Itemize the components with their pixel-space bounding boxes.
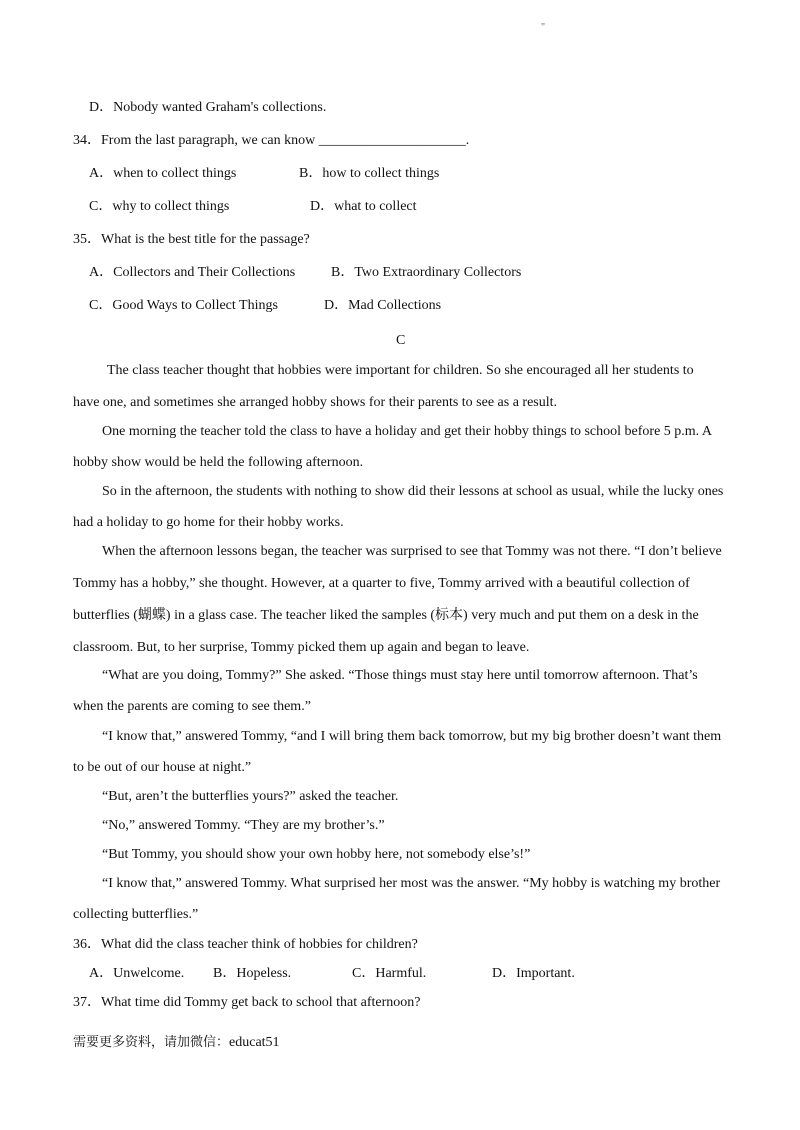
- footer-wechat-id: educat51: [229, 1035, 280, 1050]
- passage-line: when the parents are coming to see them.”: [73, 699, 311, 714]
- passage-line: collecting butterflies.”: [73, 907, 199, 922]
- top-mark: ": [541, 22, 546, 33]
- passage-line: So in the afternoon, the students with nothing to show did their lessons at school as usual, while the lucky ones: [102, 484, 724, 499]
- passage-line: butterflies (蝴蝶) in a glass case. The teacher liked the samples (标本) very much and put them on a desk in the: [73, 608, 699, 623]
- passage-line: “No,” answered Tommy. “They are my brother’s.”: [102, 818, 385, 833]
- passage-line: “What are you doing, Tommy?” She asked. “Those things must stay here until tomorrow afternoon. That’s: [102, 668, 698, 683]
- passage-line: “But, aren’t the butterflies yours?” asked the teacher.: [102, 789, 399, 804]
- passage-line: to be out of our house at night.”: [73, 760, 252, 775]
- q35-option-b: B．Two Extraordinary Collectors: [331, 265, 522, 280]
- q35-option-d: D．Mad Collections: [324, 298, 442, 313]
- passage-line: “But Tommy, you should show your own hobby here, not somebody else’s!”: [102, 847, 531, 862]
- q36-stem: 36．What did the class teacher think of hobbies for children?: [73, 937, 418, 952]
- q33-option-d: D．Nobody wanted Graham's collections.: [89, 100, 327, 115]
- q34-option-a: A．when to collect things: [89, 166, 237, 181]
- q34-option-d: D．what to collect: [310, 199, 417, 214]
- q37-stem: 37．What time did Tommy get back to school that afternoon?: [73, 995, 421, 1010]
- q35-option-a: A．Collectors and Their Collections: [89, 265, 296, 280]
- passage-line: classroom. But, to her surprise, Tommy picked them up again and began to leave.: [73, 640, 530, 655]
- q34-stem: 34．From the last paragraph, we can know _____________________.: [73, 133, 470, 148]
- passage-line: had a holiday to go home for their hobby works.: [73, 515, 344, 530]
- passage-line: have one, and sometimes she arranged hobby shows for their parents to see as a result.: [73, 395, 558, 410]
- q36-option-d: D．Important.: [492, 966, 575, 981]
- passage-line: When the afternoon lessons began, the teacher was surprised to see that Tommy was not there. “I don’t believe: [102, 544, 722, 559]
- passage-line: Tommy has a hobby,” she thought. However, at a quarter to five, Tommy arrived with a beautiful collection of: [73, 576, 690, 591]
- passage-line: “I know that,” answered Tommy. What surprised her most was the answer. “My hobby is watching my brother: [102, 876, 721, 891]
- passage-line: hobby show would be held the following afternoon.: [73, 455, 364, 470]
- section-c-heading: C: [396, 333, 406, 348]
- passage-line: The class teacher thought that hobbies were important for children. So she encouraged all her students to: [107, 363, 694, 378]
- q35-stem: 35．What is the best title for the passage?: [73, 232, 310, 247]
- q36-option-a: A．Unwelcome.: [89, 966, 185, 981]
- passage-line: One morning the teacher told the class to have a holiday and get their hobby things to school before 5 p.m. A: [102, 424, 713, 439]
- footer-note: [73, 1031, 280, 1051]
- q36-option-c: C．Harmful.: [352, 966, 427, 981]
- footer-text: 需要更多资料，请加微信：: [73, 1035, 230, 1050]
- q36-option-b: B．Hopeless.: [213, 966, 292, 981]
- q35-option-c: C．Good Ways to Collect Things: [89, 298, 278, 313]
- q34-option-b: B．how to collect things: [299, 166, 440, 181]
- q34-option-c: C．why to collect things: [89, 199, 230, 214]
- passage-line: “I know that,” answered Tommy, “and I will bring them back tomorrow, but my big brother doesn’t want them: [102, 729, 722, 744]
